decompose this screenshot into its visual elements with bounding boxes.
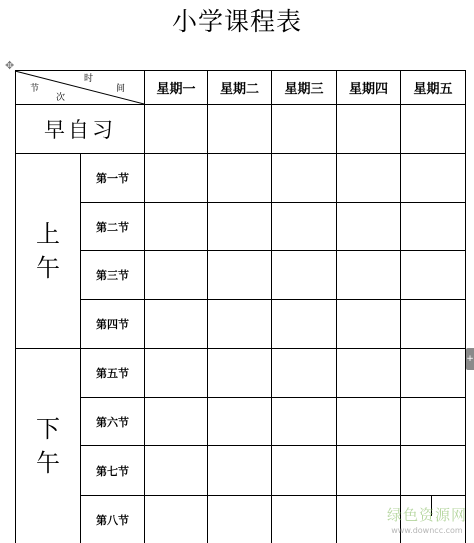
table-resize-tab[interactable]: + [466, 348, 474, 370]
morning-session-label [16, 154, 80, 348]
period-label-8: 第八节 [96, 513, 129, 527]
period-label-6: 第六节 [96, 415, 129, 429]
watermark-main-text: 绿色资源网 [386, 506, 467, 524]
afternoon-session-char-2: 午 [36, 449, 60, 477]
period-label-1: 第一节 [96, 172, 129, 185]
corner-label-time-2: 间 [116, 84, 126, 94]
table-move-handle-icon[interactable]: ✥ [5, 59, 15, 72]
day-header-tue: 星期二 [219, 82, 259, 97]
document-title: 小学课程表 [171, 7, 302, 36]
period-label-5: 第五节 [96, 367, 129, 380]
morning-session-char-2: 午 [36, 254, 60, 282]
afternoon-session-label [16, 349, 80, 543]
day-header-thu: 星期四 [348, 82, 388, 97]
morning-reading-label: 早自习 [44, 118, 116, 142]
watermark-sub-text: www.downcc.com [391, 526, 463, 535]
period-label-4: 第四节 [96, 318, 129, 331]
corner-label-period-2: 次 [56, 93, 66, 103]
period-label-2: 第二节 [96, 220, 129, 234]
corner-label-period-1: 节 [30, 84, 40, 94]
day-header-fri: 星期五 [413, 82, 453, 97]
corner-label-time-1: 时 [84, 74, 94, 84]
watermark-logo [382, 505, 472, 541]
day-header-mon: 星期一 [156, 82, 196, 97]
morning-session-char-1: 上 [36, 220, 60, 248]
period-label-3: 第三节 [96, 269, 129, 282]
afternoon-session-char-1: 下 [36, 415, 60, 443]
period-label-7: 第七节 [96, 464, 129, 478]
day-header-wed: 星期三 [284, 82, 324, 97]
